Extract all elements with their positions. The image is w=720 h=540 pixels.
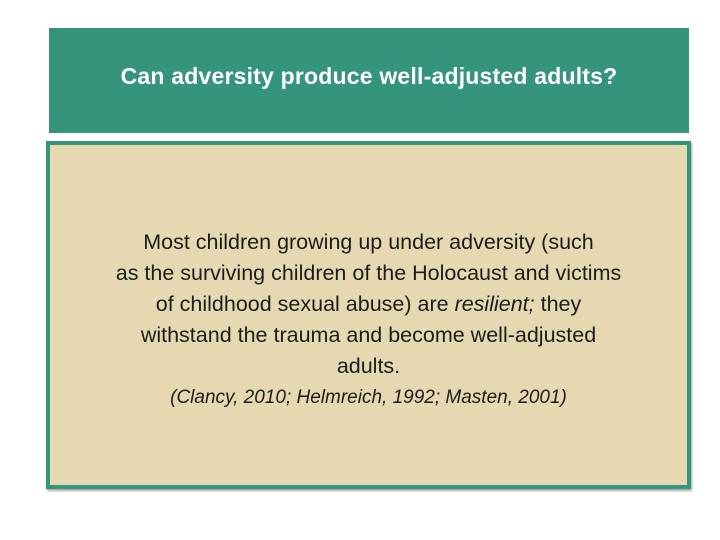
body-line-3-post: they: [534, 292, 582, 316]
body-line-5: adults.: [336, 354, 401, 378]
emphasis-resilient: resilient;: [454, 292, 535, 316]
body-paragraph: [50, 227, 687, 413]
citation: (Clancy, 2010; Helmreich, 1992; Masten, 2001): [170, 387, 567, 408]
body-line-4: withstand the trauma and become well-adjusted: [140, 323, 597, 347]
body-line-1: Most children growing up under adversity (such: [143, 230, 594, 254]
slide-title: Can adversity produce well-adjusted adults?: [120, 63, 618, 89]
title-banner: [49, 28, 689, 133]
body-line-3-pre: of childhood sexual abuse) are: [155, 292, 455, 316]
body-line-2: as the surviving children of the Holocaust and victims: [115, 261, 622, 285]
content-panel: [46, 141, 691, 489]
